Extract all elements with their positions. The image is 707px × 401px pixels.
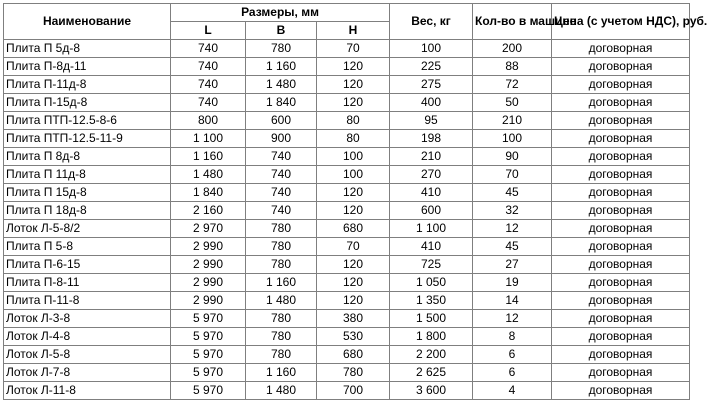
table-row: [4, 310, 690, 328]
width-cell: 780: [246, 346, 317, 364]
height-cell: 120: [317, 292, 390, 310]
quantity-cell: 70: [473, 166, 552, 184]
length-cell: 5 970: [171, 310, 246, 328]
weight-cell: 1 800: [390, 328, 473, 346]
length-cell: 740: [171, 58, 246, 76]
length-cell: 5 970: [171, 364, 246, 382]
price-table: [3, 3, 707, 400]
height-cell: 100: [317, 148, 390, 166]
quantity-cell: 6: [473, 346, 552, 364]
length-cell: 5 970: [171, 382, 246, 400]
length-cell: 1 100: [171, 130, 246, 148]
header-quantity: Кол-во в машине: [473, 4, 552, 40]
table-row: [4, 256, 690, 274]
length-cell: 5 970: [171, 328, 246, 346]
table-row: [4, 166, 690, 184]
height-cell: 120: [317, 94, 390, 112]
weight-cell: 1 050: [390, 274, 473, 292]
weight-cell: 275: [390, 76, 473, 94]
height-cell: 120: [317, 184, 390, 202]
header-height: H: [317, 22, 390, 40]
product-name-cell: Плита П-15д-8: [4, 94, 171, 112]
price-cell: договорная: [552, 328, 690, 346]
length-cell: 740: [171, 40, 246, 58]
product-name-cell: Плита П-8д-11: [4, 58, 171, 76]
price-cell: договорная: [552, 202, 690, 220]
height-cell: 80: [317, 130, 390, 148]
weight-cell: 210: [390, 148, 473, 166]
length-cell: 2 970: [171, 220, 246, 238]
quantity-cell: 45: [473, 238, 552, 256]
table-row: [4, 40, 690, 58]
weight-cell: 225: [390, 58, 473, 76]
price-cell: договорная: [552, 238, 690, 256]
table-row: [4, 364, 690, 382]
product-name-cell: Плита П 8д-8: [4, 148, 171, 166]
product-name-cell: Плита П 11д-8: [4, 166, 171, 184]
quantity-cell: 88: [473, 58, 552, 76]
quantity-cell: 8: [473, 328, 552, 346]
weight-cell: 1 350: [390, 292, 473, 310]
table-row: [4, 238, 690, 256]
quantity-cell: 4: [473, 382, 552, 400]
price-cell: договорная: [552, 292, 690, 310]
weight-cell: 2 200: [390, 346, 473, 364]
height-cell: 120: [317, 274, 390, 292]
width-cell: 780: [246, 220, 317, 238]
width-cell: 1 840: [246, 94, 317, 112]
width-cell: 1 160: [246, 274, 317, 292]
height-cell: 680: [317, 220, 390, 238]
price-cell: договорная: [552, 220, 690, 238]
width-cell: 740: [246, 166, 317, 184]
price-cell: договорная: [552, 58, 690, 76]
product-name-cell: Плита П-8-11: [4, 274, 171, 292]
length-cell: 2 990: [171, 292, 246, 310]
price-cell: договорная: [552, 256, 690, 274]
price-cell: договорная: [552, 130, 690, 148]
table-row: [4, 94, 690, 112]
weight-cell: 3 600: [390, 382, 473, 400]
price-cell: договорная: [552, 166, 690, 184]
header-dimensions: Размеры, мм: [171, 4, 390, 22]
table-row: [4, 76, 690, 94]
length-cell: 2 160: [171, 202, 246, 220]
header-name: Наименование: [4, 4, 171, 40]
weight-cell: 270: [390, 166, 473, 184]
table-row: [4, 112, 690, 130]
weight-cell: 410: [390, 184, 473, 202]
length-cell: 5 970: [171, 346, 246, 364]
width-cell: 780: [246, 40, 317, 58]
table-row: [4, 202, 690, 220]
width-cell: 1 480: [246, 76, 317, 94]
price-cell: договорная: [552, 184, 690, 202]
weight-cell: 198: [390, 130, 473, 148]
quantity-cell: 100: [473, 130, 552, 148]
height-cell: 380: [317, 310, 390, 328]
length-cell: 2 990: [171, 238, 246, 256]
product-name-cell: Плита ПТП-12.5-8-6: [4, 112, 171, 130]
quantity-cell: 19: [473, 274, 552, 292]
table-row: [4, 220, 690, 238]
price-cell: договорная: [552, 274, 690, 292]
product-name-cell: Плита П 5д-8: [4, 40, 171, 58]
length-cell: 1 480: [171, 166, 246, 184]
weight-cell: 2 625: [390, 364, 473, 382]
weight-cell: 1 100: [390, 220, 473, 238]
quantity-cell: 45: [473, 184, 552, 202]
weight-cell: 100: [390, 40, 473, 58]
table-row: [4, 382, 690, 400]
table-row: [4, 328, 690, 346]
product-name-cell: Лоток Л-5-8/2: [4, 220, 171, 238]
product-name-cell: Лоток Л-11-8: [4, 382, 171, 400]
height-cell: 780: [317, 364, 390, 382]
product-name-cell: Лоток Л-4-8: [4, 328, 171, 346]
header-row-top: [4, 4, 690, 22]
table-body: [4, 40, 690, 400]
quantity-cell: 14: [473, 292, 552, 310]
quantity-cell: 90: [473, 148, 552, 166]
product-name-cell: Плита П 18д-8: [4, 202, 171, 220]
product-name-cell: Лоток Л-5-8: [4, 346, 171, 364]
width-cell: 1 160: [246, 58, 317, 76]
product-name-cell: Лоток Л-7-8: [4, 364, 171, 382]
quantity-cell: 32: [473, 202, 552, 220]
table-row: [4, 346, 690, 364]
weight-cell: 1 500: [390, 310, 473, 328]
length-cell: 1 160: [171, 148, 246, 166]
price-cell: договорная: [552, 364, 690, 382]
table-header: [4, 4, 707, 40]
height-cell: 120: [317, 202, 390, 220]
weight-cell: 410: [390, 238, 473, 256]
length-cell: 2 990: [171, 274, 246, 292]
price-cell: договорная: [552, 346, 690, 364]
weight-cell: 95: [390, 112, 473, 130]
quantity-cell: 12: [473, 310, 552, 328]
product-name-cell: Плита П-11д-8: [4, 76, 171, 94]
height-cell: 120: [317, 76, 390, 94]
height-cell: 530: [317, 328, 390, 346]
width-cell: 780: [246, 256, 317, 274]
price-cell: договорная: [552, 40, 690, 58]
price-cell: договорная: [552, 76, 690, 94]
quantity-cell: 72: [473, 76, 552, 94]
width-cell: 740: [246, 148, 317, 166]
width-cell: 1 480: [246, 382, 317, 400]
product-name-cell: Плита П 15д-8: [4, 184, 171, 202]
weight-cell: 400: [390, 94, 473, 112]
width-cell: 780: [246, 328, 317, 346]
height-cell: 700: [317, 382, 390, 400]
quantity-cell: 12: [473, 220, 552, 238]
weight-cell: 600: [390, 202, 473, 220]
product-name-cell: Лоток Л-3-8: [4, 310, 171, 328]
width-cell: 1 480: [246, 292, 317, 310]
width-cell: 740: [246, 202, 317, 220]
height-cell: 70: [317, 238, 390, 256]
width-cell: 600: [246, 112, 317, 130]
header-length: L: [171, 22, 246, 40]
product-name-cell: Плита П-6-15: [4, 256, 171, 274]
length-cell: 1 840: [171, 184, 246, 202]
table-row: [4, 184, 690, 202]
table-row: [4, 148, 690, 166]
height-cell: 70: [317, 40, 390, 58]
quantity-cell: 210: [473, 112, 552, 130]
length-cell: 740: [171, 94, 246, 112]
table-row: [4, 58, 690, 76]
price-cell: договорная: [552, 112, 690, 130]
price-cell: договорная: [552, 310, 690, 328]
price-cell: договорная: [552, 382, 690, 400]
height-cell: 120: [317, 256, 390, 274]
product-name-cell: Плита ПТП-12.5-11-9: [4, 130, 171, 148]
quantity-cell: 6: [473, 364, 552, 382]
length-cell: 740: [171, 76, 246, 94]
height-cell: 680: [317, 346, 390, 364]
length-cell: 800: [171, 112, 246, 130]
width-cell: 780: [246, 310, 317, 328]
table-row: [4, 274, 690, 292]
width-cell: 1 160: [246, 364, 317, 382]
width-cell: 780: [246, 238, 317, 256]
header-price: Цена (с учетом НДС), руб.: [552, 4, 690, 40]
width-cell: 900: [246, 130, 317, 148]
weight-cell: 725: [390, 256, 473, 274]
length-cell: 2 990: [171, 256, 246, 274]
table-row: [4, 130, 690, 148]
width-cell: 740: [246, 184, 317, 202]
height-cell: 120: [317, 58, 390, 76]
quantity-cell: 50: [473, 94, 552, 112]
quantity-cell: 200: [473, 40, 552, 58]
height-cell: 80: [317, 112, 390, 130]
height-cell: 100: [317, 166, 390, 184]
price-cell: договорная: [552, 148, 690, 166]
price-cell: договорная: [552, 94, 690, 112]
product-name-cell: Плита П 5-8: [4, 238, 171, 256]
table-row: [4, 292, 690, 310]
header-width: B: [246, 22, 317, 40]
quantity-cell: 27: [473, 256, 552, 274]
product-name-cell: Плита П-11-8: [4, 292, 171, 310]
header-weight: Вес, кг: [390, 4, 473, 40]
